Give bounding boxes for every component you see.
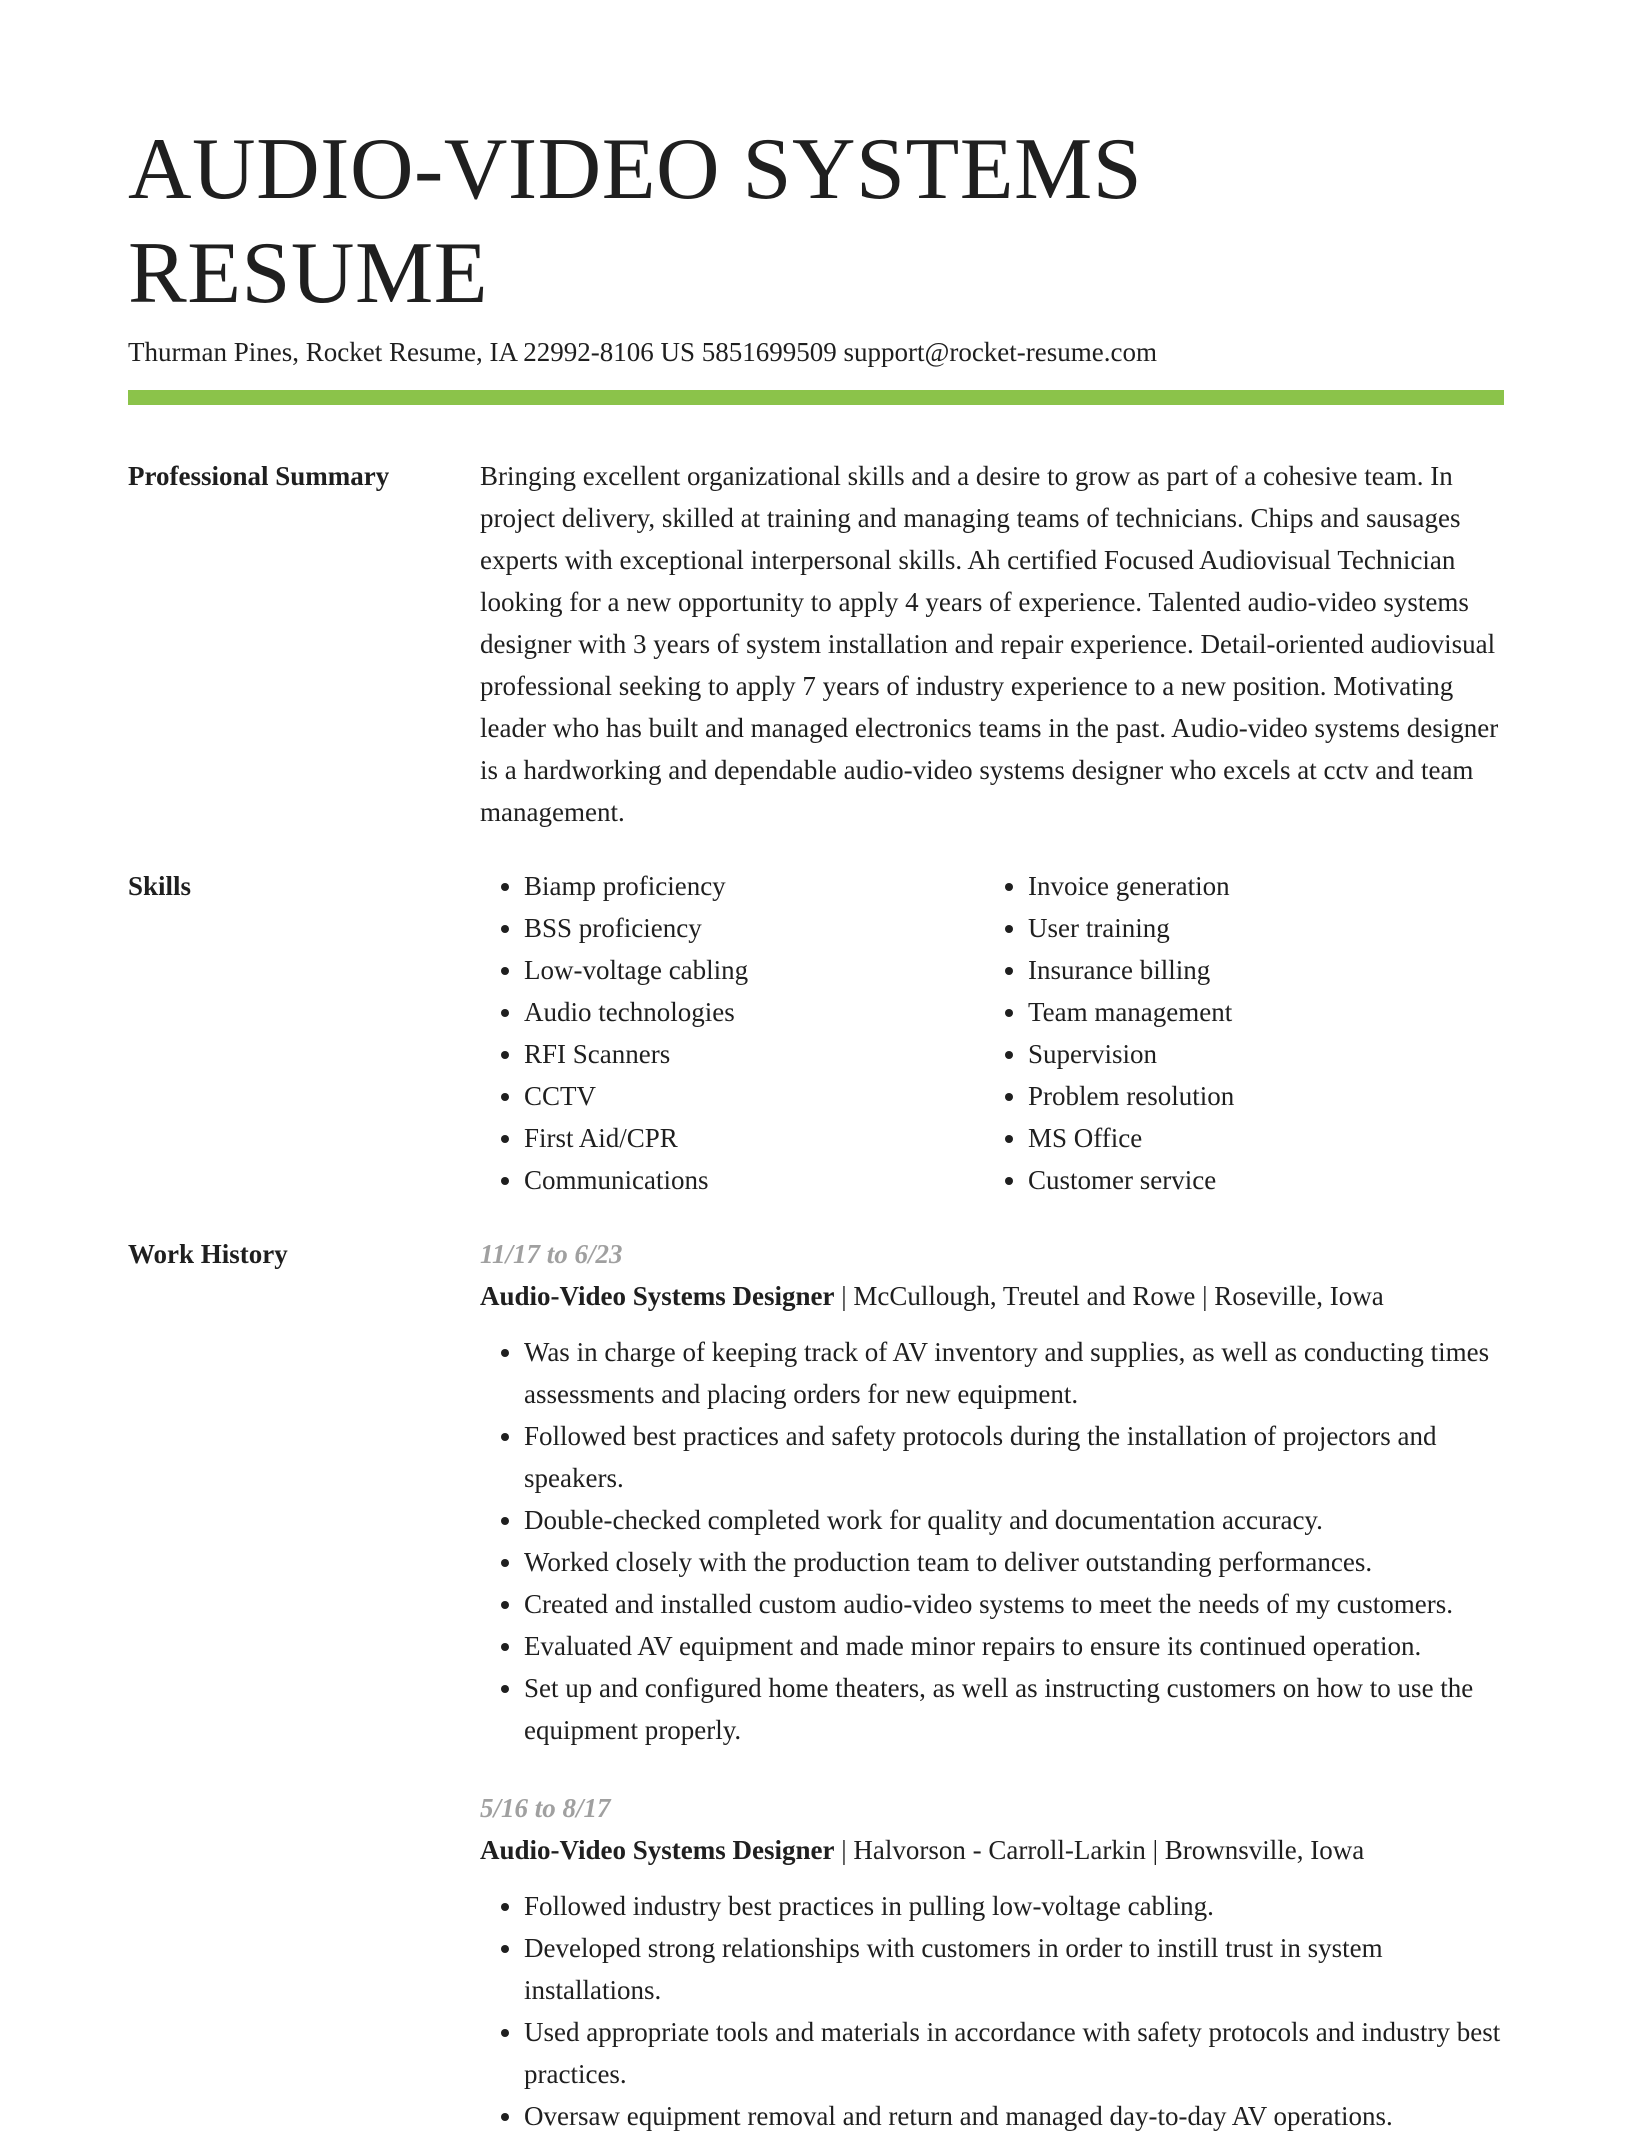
summary-section	[128, 455, 1504, 833]
contact-email: support@rocket-resume.com	[843, 337, 1157, 367]
skill-item: • Low-voltage cabling	[524, 949, 984, 991]
skill-item: • Invoice generation	[1028, 865, 1488, 907]
skill-item: • Supervision	[1028, 1033, 1488, 1075]
job-heading	[480, 1829, 1504, 1871]
skill-item: • User training	[1028, 907, 1488, 949]
skill-item: • Customer service	[1028, 1159, 1488, 1201]
job-bullets	[480, 1331, 1504, 1751]
job-bullet: • Evaluated AV equipment and made minor repairs to ensure its continued operation.	[524, 1625, 1504, 1667]
job-bullet: • Oversaw equipment removal and return and managed day-to-day AV operations.	[524, 2095, 1504, 2137]
job-bullet: • Followed best practices and safety protocols during the installation of projectors and speakers.	[524, 1415, 1504, 1499]
summary-heading: Professional Summary	[128, 461, 390, 491]
skill-item: • Audio technologies	[524, 991, 984, 1033]
contact-line	[128, 334, 1504, 370]
skill-item: • Insurance billing	[1028, 949, 1488, 991]
summary-text: Bringing excellent organizational skills and a desire to grow as part of a cohesive team. In project delivery, skilled at training and managing teams of technicians. Chips and sausages experts with exceptional interpersonal skills. Ah certified Focused Audiovisual Technician looking for a new opportunity to apply 4 years of experience. Talented audio-video systems designer with 3 years of system installation and repair experience. Detail-oriented audiovisual professional seeking to apply 7 years of industry experience to a new position. Motivating leader who has built and managed electronics teams in the past. Audio-video systems designer is a hardworking and dependable audio-video systems designer who excels at cctv and team management.	[480, 461, 1499, 827]
job-employer: | Halvorson - Carroll-Larkin | Brownsville, Iowa	[834, 1835, 1365, 1865]
resume-page	[128, 118, 1504, 2137]
skill-item: • Communications	[524, 1159, 984, 1201]
job-title: Audio-Video Systems Designer	[480, 1281, 835, 1311]
skill-item: • BSS proficiency	[524, 907, 984, 949]
job-bullet: • Double-checked completed work for quality and documentation accuracy.	[524, 1499, 1504, 1541]
skill-item: • Biamp proficiency	[524, 865, 984, 907]
header-divider	[128, 390, 1504, 405]
skill-item: • MS Office	[1028, 1117, 1488, 1159]
job-bullet: • Set up and configured home theaters, as well as instructing customers on how to use the equipment properly.	[524, 1667, 1504, 1751]
job-title: Audio-Video Systems Designer	[480, 1835, 835, 1865]
skills-list-left	[480, 865, 984, 1201]
contact-state-zip: IA 22992-8106	[489, 337, 654, 367]
job-heading	[480, 1275, 1504, 1317]
job-entry	[480, 1787, 1504, 2137]
job-bullet: • Developed strong relationships with customers in order to instill trust in system installations.	[524, 1927, 1504, 2011]
job-bullet: • Created and installed custom audio-video systems to meet the needs of my customers.	[524, 1583, 1504, 1625]
skill-item: • First Aid/CPR	[524, 1117, 984, 1159]
contact-phone: 5851699509	[701, 337, 837, 367]
work-history-heading: Work History	[128, 1239, 288, 1269]
job-dates: 11/17 to 6/23	[480, 1239, 623, 1269]
skill-item: • RFI Scanners	[524, 1033, 984, 1075]
skill-item: • CCTV	[524, 1075, 984, 1117]
skills-list-right	[984, 865, 1488, 1201]
job-bullet: • Worked closely with the production team to deliver outstanding performances.	[524, 1541, 1504, 1583]
job-entry	[480, 1233, 1504, 1751]
job-bullet: • Was in charge of keeping track of AV inventory and supplies, as well as conducting times assessments and placing orders for new equipment.	[524, 1331, 1504, 1415]
resume-title: AUDIO-VIDEO SYSTEMS RESUME	[128, 121, 1143, 322]
work-history-section	[128, 1233, 1504, 2137]
contact-country: US	[660, 337, 695, 367]
job-bullets	[480, 1885, 1504, 2137]
job-bullet: • Followed industry best practices in pulling low-voltage cabling.	[524, 1885, 1504, 1927]
job-dates: 5/16 to 8/17	[480, 1793, 611, 1823]
contact-name: Thurman Pines,	[128, 337, 299, 367]
job-employer: | McCullough, Treutel and Rowe | Roseville, Iowa	[834, 1281, 1384, 1311]
skills-section	[128, 865, 1504, 1201]
job-bullet: • Used appropriate tools and materials in accordance with safety protocols and industry best practices.	[524, 2011, 1504, 2095]
skill-item: • Problem resolution	[1028, 1075, 1488, 1117]
skills-heading: Skills	[128, 871, 192, 901]
contact-company: Rocket Resume,	[305, 337, 483, 367]
skill-item: • Team management	[1028, 991, 1488, 1033]
